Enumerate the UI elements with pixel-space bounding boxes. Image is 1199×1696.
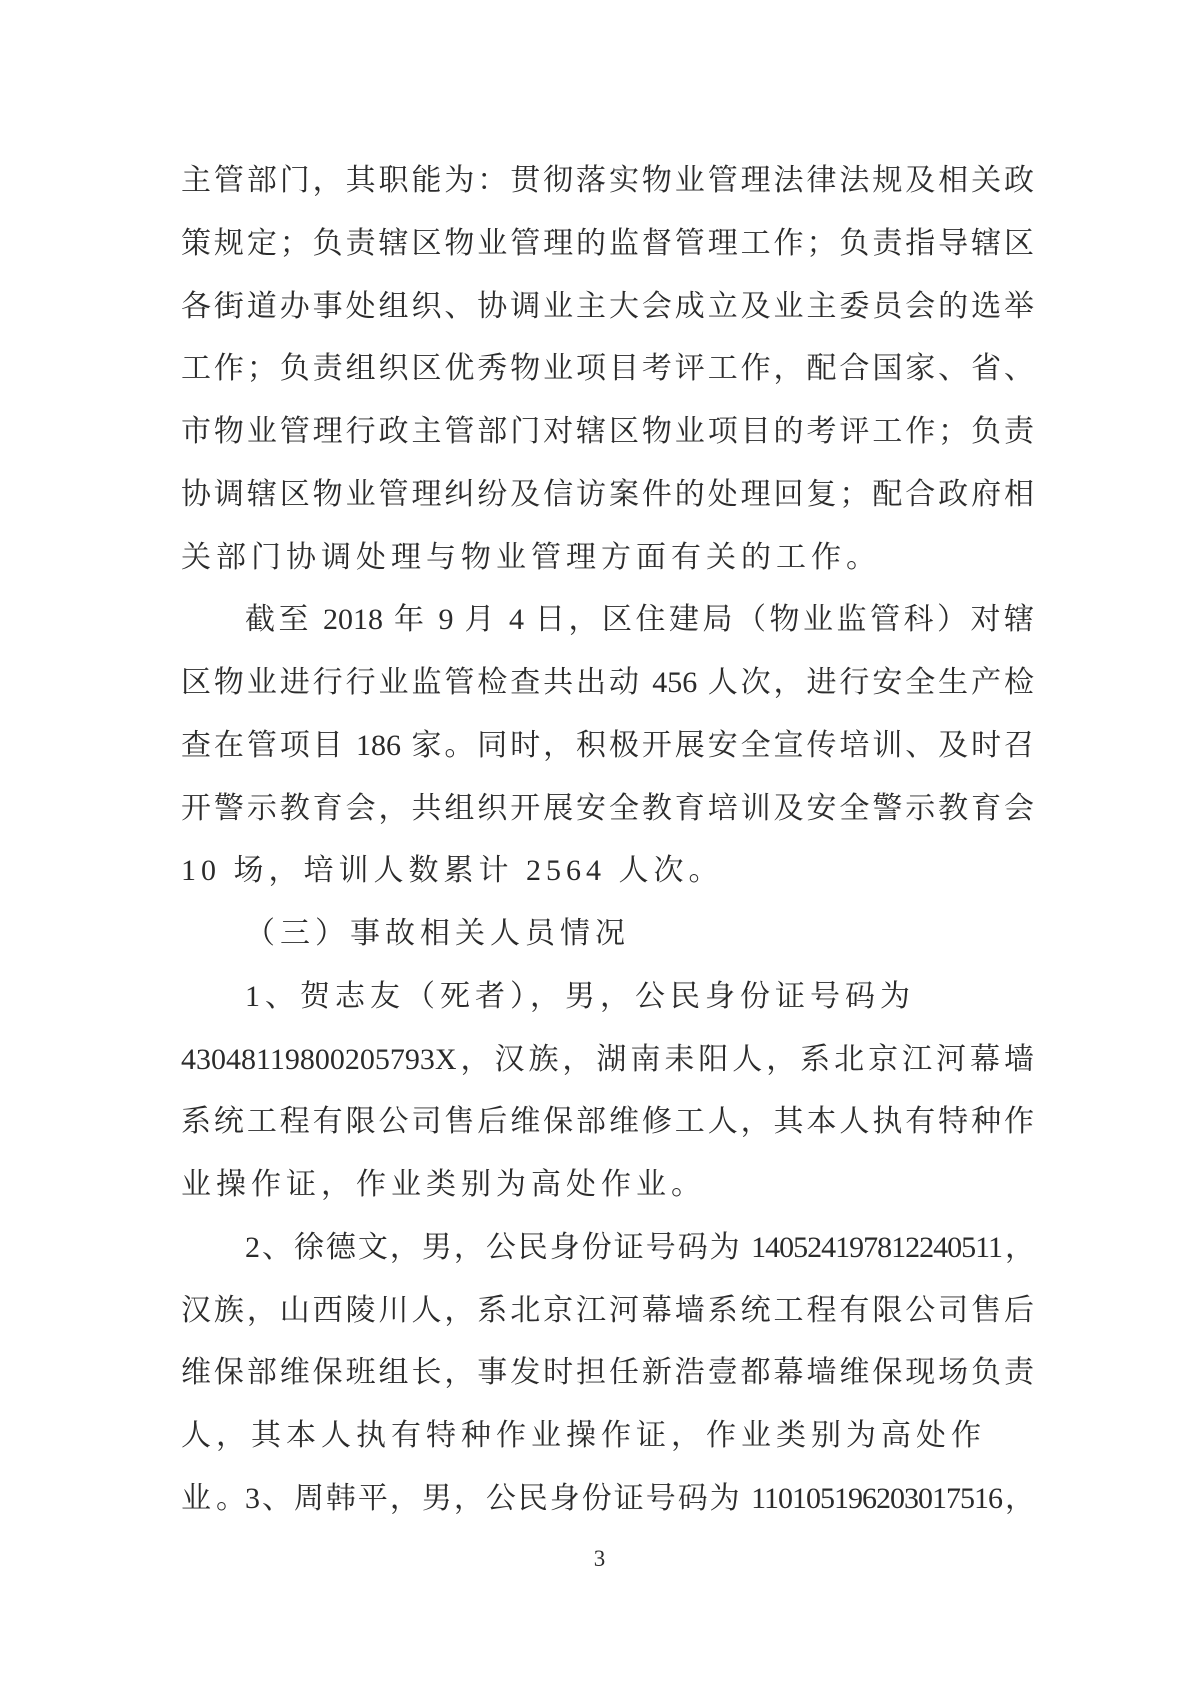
text-line: 关部门协调处理与物业管理方面有关的工作。 bbox=[181, 540, 881, 574]
document-body bbox=[181, 150, 1034, 1531]
text-line: 协调辖区物业管理纠纷及信访案件的处理回复；配合政府相 bbox=[181, 477, 1034, 511]
text-line: 各街道办事处组织、协调业主大会成立及业主委员会的选举 bbox=[181, 289, 1034, 323]
text-line: （三）事故相关人员情况 bbox=[245, 917, 630, 950]
text-line: 业操作证，作业类别为高处作业。 bbox=[181, 1168, 706, 1201]
text-line: 人，其本人执有特种作业操作证，作业类别为高处作业。 bbox=[181, 1419, 986, 1515]
text-line: 2、徐德文，男，公民身份证号码为 140524197812240511， bbox=[245, 1230, 1034, 1264]
text-line: 10 场，培训人数累计 2564 人次。 bbox=[181, 854, 724, 888]
text-line: 市物业管理行政主管部门对辖区物业项目的考评工作；负责 bbox=[181, 415, 1034, 448]
text-line: 开警示教育会，共组织开展安全教育培训及安全警示教育会 bbox=[181, 791, 1034, 825]
text-line: 3、周韩平，男，公民身份证号码为 110105196203017516， bbox=[245, 1481, 1034, 1515]
text-line: 主管部门，其职能为：贯彻落实物业管理法律法规及相关政 bbox=[181, 164, 1034, 197]
text-line: 1、贺志友（死者），男，公民身份证号码为 bbox=[245, 979, 915, 1013]
text-line: 截至 2018 年 9 月 4 日，区住建局（物业监管科）对辖 bbox=[245, 603, 1034, 637]
text-line: 查在管项目 186 家。同时，积极开展安全宣传培训、及时召 bbox=[181, 728, 1034, 762]
text-line: 区物业进行行业监管检查共出动 456 人次，进行安全生产检 bbox=[181, 666, 1034, 699]
text-line: 43048119800205793X，汉族，湖南耒阳人，系北京江河幕墙 bbox=[181, 1042, 1034, 1076]
text-line: 工作；负责组织区优秀物业项目考评工作，配合国家、省、 bbox=[181, 352, 1034, 386]
page-number: 3 bbox=[593, 1546, 606, 1571]
text-line: 维保部维保班组长，事发时担任新浩壹都幕墙维保现场负责 bbox=[181, 1356, 1034, 1390]
text-line: 系统工程有限公司售后维保部维修工人，其本人执有特种作 bbox=[181, 1105, 1034, 1139]
text-line: 汉族，山西陵川人，系北京江河幕墙系统工程有限公司售后 bbox=[181, 1293, 1034, 1327]
text-line: 策规定；负责辖区物业管理的监督管理工作；负责指导辖区 bbox=[181, 226, 1034, 260]
